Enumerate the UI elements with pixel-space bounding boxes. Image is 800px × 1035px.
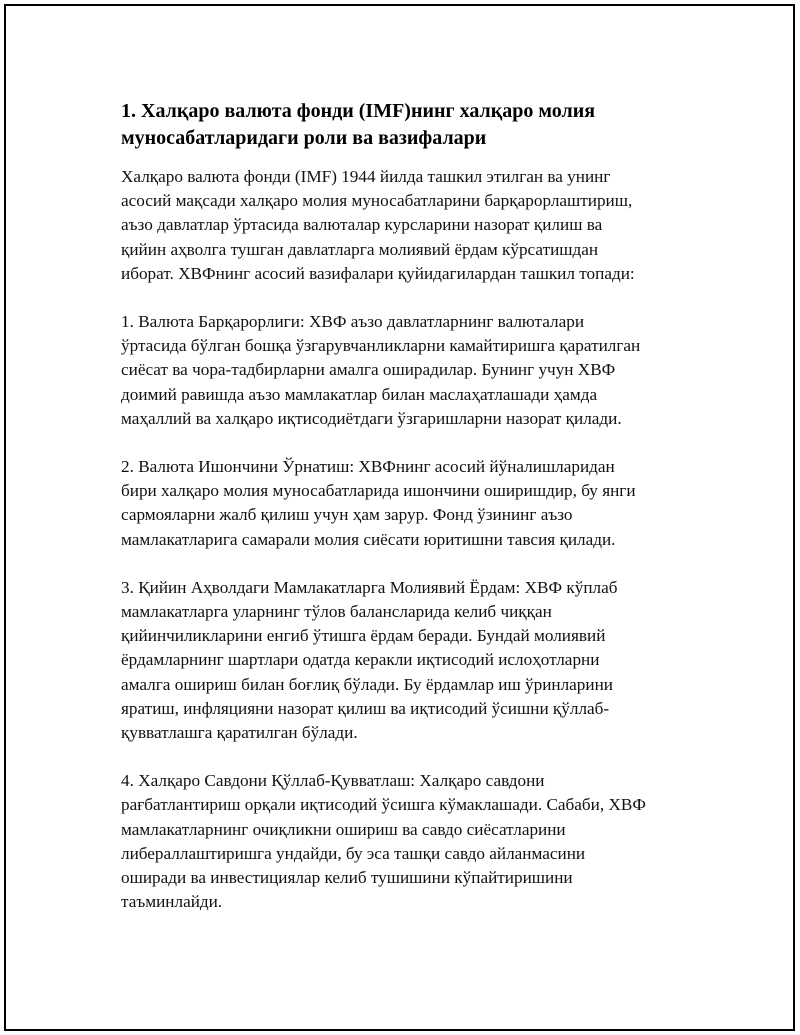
page-frame	[4, 4, 795, 1031]
list-item-currency-stability: 1. Валюта Барқарорлиги: ХВФ аъзо давлатларнинг валюталари ўртасида бўлган бошқа ўзгарувчанликларни камайтиришга қаратилган сиёсат ва чора-тадбирларни амалга оширадилар. Бунинг учун ХВФ доимий равишда аъзо мамлакатлар билан маслаҳатлашади ҳамда маҳаллий ва халқаро иқтисодиётдаги ўзгаришларни назорат қилади.	[121, 312, 641, 428]
heading-line: муносабатларидаги роли ва вазифалари	[121, 127, 487, 149]
section-heading	[121, 98, 701, 152]
document-body	[121, 98, 701, 938]
intro-paragraph: Халқаро валюта фонди (IMF) 1944 йилда ташкил этилган ва унинг асосий мақсади халқаро молия муносабатларини барқарорлаштириш, аъзо давлатлар ўртасида валюталар курсларини назорат қилиш ва қийин аҳволга тушган давлатларга молиявий ёрдам кўрсатишдан иборат. ХВФнинг асосий вазифалари қуйидагилардан ташкил топади:	[121, 167, 635, 283]
list-item-currency-trust: 2. Валюта Ишончини Ўрнатиш: ХВФнинг асосий йўналишларидан бири халқаро молия муносабатларида ишончини оширишдир, бу янги сармояларни жалб қилиш учун ҳам зарур. Фонд ўзининг аъзо мамлакатларига самарали молия сиёсати юритишни тавсия қилади.	[121, 457, 636, 549]
list-item-financial-aid: 3. Қийин Аҳволдаги Мамлакатларга Молиявий Ёрдам: ХВФ кўплаб мамлакатларга уларнинг тўлов балансларида келиб чиққан қийинчиликларини енгиб ўтишга ёрдам беради. Бундай молиявий ёрдамларнинг шартлари одатда керакли иқтисодий ислоҳотларни амалга ошириш билан боғлиқ бўлади. Бу ёрдамлар иш ўринларини яратиш, инфляцияни назорат қилиш ва иқтисодий ўсишни қўллаб- қувватлашга қаратилган бўлади.	[121, 577, 618, 743]
list-item-trade-support: 4. Халқаро Савдони Қўллаб-Қувватлаш: Халқаро савдони рағбатлантириш орқали иқтисодий ўсишга кўмаклашади. Сабаби, ХВФ мамлакатларнинг очиқликни ошириш ва савдо сиёсатларини либераллаштиришга ундайди, бу эса ташқи савдо айланмасини оширади ва инвестициялар келиб тушишини кўпайтиришини таъминлайди.	[121, 771, 646, 912]
heading-line: 1. Халқаро валюта фонди (IMF)нинг халқаро молия	[121, 100, 596, 122]
